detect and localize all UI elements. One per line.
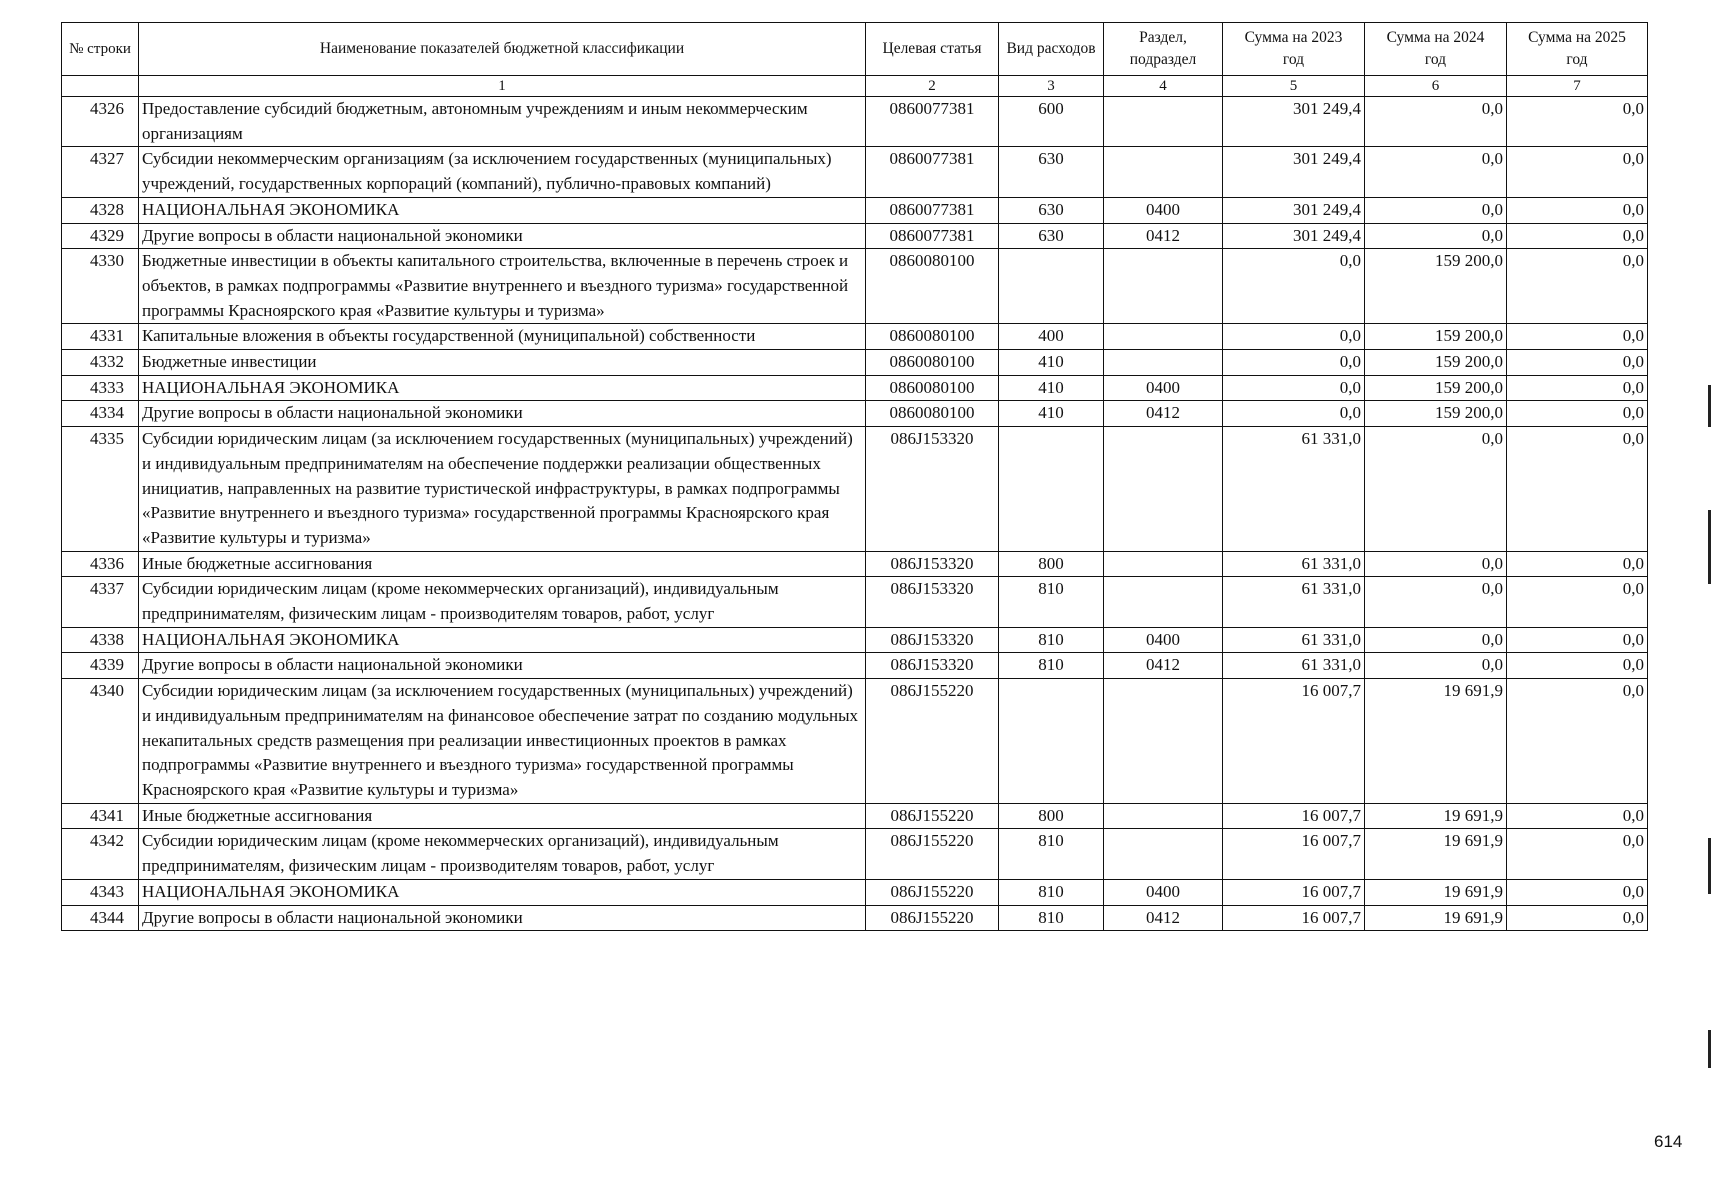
section-code-cell xyxy=(1104,97,1223,147)
table-row xyxy=(62,627,1648,653)
header-target-article: Целевая статья xyxy=(866,23,999,76)
sum-2025-cell: 0,0 xyxy=(1507,401,1648,427)
sum-2024-cell: 0,0 xyxy=(1365,653,1507,679)
target-article-cell: 086J153320 xyxy=(866,577,999,627)
row-number-cell: 4339 xyxy=(62,653,139,679)
indicator-name-cell: НАЦИОНАЛЬНАЯ ЭКОНОМИКА xyxy=(139,627,866,653)
target-article-cell: 0860080100 xyxy=(866,350,999,376)
expense-type-cell: 400 xyxy=(999,324,1104,350)
indicator-name-cell: Иные бюджетные ассигнования xyxy=(139,551,866,577)
row-number-cell: 4335 xyxy=(62,427,139,552)
sum-2025-cell: 0,0 xyxy=(1507,350,1648,376)
row-number-cell: 4330 xyxy=(62,249,139,324)
sum-2023-cell: 16 007,7 xyxy=(1223,803,1365,829)
sum-2024-cell: 0,0 xyxy=(1365,427,1507,552)
section-code-cell xyxy=(1104,679,1223,804)
sum-2024-cell: 159 200,0 xyxy=(1365,401,1507,427)
indicator-name-cell: Капитальные вложения в объекты государственной (муниципальной) собственности xyxy=(139,324,866,350)
sum-2023-cell: 0,0 xyxy=(1223,249,1365,324)
row-number-cell: 4337 xyxy=(62,577,139,627)
section-code-cell: 0412 xyxy=(1104,905,1223,931)
table-row xyxy=(62,401,1648,427)
header-sum-2025: Сумма на 2025 год xyxy=(1507,23,1648,76)
sum-2024-cell: 159 200,0 xyxy=(1365,249,1507,324)
indicator-name-cell: Субсидии юридическим лицам (за исключением государственных (муниципальных) учреждений) и индивидуальным предпринимателям на обеспечение поддержки реализации общественных инициатив, направленных на развитие туристической инфраструктуры, в рамках подпрограммы «Развитие внутреннего и въездного туризма» государственной программы Красноярского края «Развитие культуры и туризма» xyxy=(139,427,866,552)
row-number-cell: 4338 xyxy=(62,627,139,653)
sum-2023-cell: 0,0 xyxy=(1223,375,1365,401)
row-number-cell: 4332 xyxy=(62,350,139,376)
sum-2025-cell: 0,0 xyxy=(1507,197,1648,223)
column-number: 2 xyxy=(866,76,999,97)
column-number: 4 xyxy=(1104,76,1223,97)
target-article-cell: 0860077381 xyxy=(866,197,999,223)
sum-2025-cell: 0,0 xyxy=(1507,427,1648,552)
sum-2023-cell: 301 249,4 xyxy=(1223,223,1365,249)
section-code-cell xyxy=(1104,249,1223,324)
sum-2025-cell: 0,0 xyxy=(1507,375,1648,401)
sum-2025-cell: 0,0 xyxy=(1507,97,1648,147)
indicator-name-cell: Другие вопросы в области национальной экономики xyxy=(139,653,866,679)
section-code-cell xyxy=(1104,551,1223,577)
indicator-name-cell: Субсидии юридическим лицам (за исключением государственных (муниципальных) учреждений) и индивидуальным предпринимателям на финансовое обеспечение затрат по созданию модульных некапитальных средств размещения при реализации инвестиционных проектов в рамках подпрограммы «Развитие внутреннего и въездного туризма» государственной программы Красноярского края «Развитие культуры и туризма» xyxy=(139,679,866,804)
indicator-name-cell: НАЦИОНАЛЬНАЯ ЭКОНОМИКА xyxy=(139,197,866,223)
table-row xyxy=(62,375,1648,401)
table-row xyxy=(62,653,1648,679)
sum-2025-cell: 0,0 xyxy=(1507,829,1648,879)
expense-type-cell: 810 xyxy=(999,829,1104,879)
sum-2023-cell: 61 331,0 xyxy=(1223,627,1365,653)
sum-2024-cell: 19 691,9 xyxy=(1365,679,1507,804)
row-number-cell: 4343 xyxy=(62,879,139,905)
section-code-cell: 0400 xyxy=(1104,197,1223,223)
scan-edge-mark xyxy=(1708,1030,1711,1068)
sum-2023-cell: 61 331,0 xyxy=(1223,427,1365,552)
target-article-cell: 0860077381 xyxy=(866,223,999,249)
expense-type-cell: 810 xyxy=(999,905,1104,931)
column-number: 5 xyxy=(1223,76,1365,97)
indicator-name-cell: Другие вопросы в области национальной экономики xyxy=(139,223,866,249)
expense-type-cell: 630 xyxy=(999,223,1104,249)
sum-2023-cell: 0,0 xyxy=(1223,401,1365,427)
row-number-cell: 4344 xyxy=(62,905,139,931)
sum-2024-cell: 19 691,9 xyxy=(1365,803,1507,829)
sum-2025-cell: 0,0 xyxy=(1507,577,1648,627)
table-body xyxy=(62,97,1648,931)
column-number: 7 xyxy=(1507,76,1648,97)
expense-type-cell: 600 xyxy=(999,97,1104,147)
table-row xyxy=(62,350,1648,376)
sum-2023-cell: 16 007,7 xyxy=(1223,879,1365,905)
sum-2024-cell: 159 200,0 xyxy=(1365,324,1507,350)
sum-2023-cell: 61 331,0 xyxy=(1223,653,1365,679)
table-row xyxy=(62,829,1648,879)
indicator-name-cell: Субсидии юридическим лицам (кроме некоммерческих организаций), индивидуальным предпринимателям, физическим лицам - производителям товаров, работ, услуг xyxy=(139,829,866,879)
sum-2023-cell: 16 007,7 xyxy=(1223,679,1365,804)
row-number-cell: 4328 xyxy=(62,197,139,223)
target-article-cell: 086J155220 xyxy=(866,905,999,931)
sum-2024-cell: 159 200,0 xyxy=(1365,350,1507,376)
sum-2023-cell: 61 331,0 xyxy=(1223,551,1365,577)
header-indicator-name: Наименование показателей бюджетной классификации xyxy=(139,23,866,76)
header-section: Раздел, подраздел xyxy=(1104,23,1223,76)
header-row-number: № строки xyxy=(62,23,139,76)
section-code-cell xyxy=(1104,829,1223,879)
column-number xyxy=(62,76,139,97)
sum-2025-cell: 0,0 xyxy=(1507,324,1648,350)
indicator-name-cell: Другие вопросы в области национальной экономики xyxy=(139,905,866,931)
expense-type-cell: 800 xyxy=(999,551,1104,577)
row-number-cell: 4334 xyxy=(62,401,139,427)
sum-2023-cell: 16 007,7 xyxy=(1223,829,1365,879)
target-article-cell: 086J153320 xyxy=(866,653,999,679)
section-code-cell: 0412 xyxy=(1104,401,1223,427)
section-code-cell xyxy=(1104,577,1223,627)
indicator-name-cell: Субсидии некоммерческим организациям (за исключением государственных (муниципальных) учреждений, государственных корпораций (компаний), публично-правовых компаний) xyxy=(139,147,866,197)
row-number-cell: 4333 xyxy=(62,375,139,401)
target-article-cell: 0860080100 xyxy=(866,375,999,401)
header-expense-type: Вид расходов xyxy=(999,23,1104,76)
sum-2024-cell: 0,0 xyxy=(1365,197,1507,223)
section-code-cell xyxy=(1104,324,1223,350)
table-row xyxy=(62,97,1648,147)
sum-2024-cell: 0,0 xyxy=(1365,627,1507,653)
row-number-cell: 4327 xyxy=(62,147,139,197)
sum-2023-cell: 16 007,7 xyxy=(1223,905,1365,931)
target-article-cell: 086J155220 xyxy=(866,803,999,829)
indicator-name-cell: НАЦИОНАЛЬНАЯ ЭКОНОМИКА xyxy=(139,375,866,401)
sum-2024-cell: 19 691,9 xyxy=(1365,879,1507,905)
sum-2025-cell: 0,0 xyxy=(1507,223,1648,249)
expense-type-cell xyxy=(999,427,1104,552)
expense-type-cell: 810 xyxy=(999,879,1104,905)
expense-type-cell: 800 xyxy=(999,803,1104,829)
sum-2025-cell: 0,0 xyxy=(1507,653,1648,679)
scan-edge-mark xyxy=(1708,838,1711,894)
table-row xyxy=(62,324,1648,350)
target-article-cell: 086J153320 xyxy=(866,427,999,552)
expense-type-cell xyxy=(999,249,1104,324)
scan-edge-mark xyxy=(1708,510,1711,584)
target-article-cell: 086J153320 xyxy=(866,551,999,577)
target-article-cell: 0860080100 xyxy=(866,324,999,350)
row-number-cell: 4329 xyxy=(62,223,139,249)
section-code-cell xyxy=(1104,427,1223,552)
sum-2023-cell: 0,0 xyxy=(1223,350,1365,376)
table-row xyxy=(62,679,1648,804)
sum-2023-cell: 0,0 xyxy=(1223,324,1365,350)
target-article-cell: 0860077381 xyxy=(866,97,999,147)
indicator-name-cell: Другие вопросы в области национальной экономики xyxy=(139,401,866,427)
expense-type-cell: 410 xyxy=(999,401,1104,427)
header-sum-2024: Сумма на 2024 год xyxy=(1365,23,1507,76)
target-article-cell: 086J155220 xyxy=(866,829,999,879)
row-number-cell: 4340 xyxy=(62,679,139,804)
sum-2025-cell: 0,0 xyxy=(1507,679,1648,804)
sum-2024-cell: 0,0 xyxy=(1365,147,1507,197)
expense-type-cell: 810 xyxy=(999,577,1104,627)
sum-2024-cell: 0,0 xyxy=(1365,577,1507,627)
indicator-name-cell: Бюджетные инвестиции xyxy=(139,350,866,376)
sum-2025-cell: 0,0 xyxy=(1507,803,1648,829)
sum-2025-cell: 0,0 xyxy=(1507,905,1648,931)
table-row xyxy=(62,249,1648,324)
sum-2025-cell: 0,0 xyxy=(1507,147,1648,197)
row-number-cell: 4341 xyxy=(62,803,139,829)
budget-table xyxy=(61,22,1648,931)
row-number-cell: 4331 xyxy=(62,324,139,350)
section-code-cell xyxy=(1104,147,1223,197)
expense-type-cell: 630 xyxy=(999,147,1104,197)
page-number: 614 xyxy=(1654,1132,1683,1151)
indicator-name-cell: Субсидии юридическим лицам (кроме некоммерческих организаций), индивидуальным предпринимателям, физическим лицам - производителям товаров, работ, услуг xyxy=(139,577,866,627)
expense-type-cell: 630 xyxy=(999,197,1104,223)
table-row xyxy=(62,577,1648,627)
row-number-cell: 4342 xyxy=(62,829,139,879)
column-number-row xyxy=(62,76,1648,97)
target-article-cell: 0860077381 xyxy=(866,147,999,197)
section-code-cell: 0412 xyxy=(1104,223,1223,249)
table-row xyxy=(62,147,1648,197)
expense-type-cell xyxy=(999,679,1104,804)
sum-2023-cell: 301 249,4 xyxy=(1223,197,1365,223)
expense-type-cell: 410 xyxy=(999,375,1104,401)
indicator-name-cell: Бюджетные инвестиции в объекты капитального строительства, включенные в перечень строек и объектов, в рамках подпрограммы «Развитие внутреннего и въездного туризма» государственной программы Красноярского края «Развитие культуры и туризма» xyxy=(139,249,866,324)
header-row xyxy=(62,23,1648,76)
sum-2025-cell: 0,0 xyxy=(1507,627,1648,653)
sum-2025-cell: 0,0 xyxy=(1507,879,1648,905)
expense-type-cell: 810 xyxy=(999,627,1104,653)
target-article-cell: 0860080100 xyxy=(866,249,999,324)
sum-2024-cell: 159 200,0 xyxy=(1365,375,1507,401)
section-code-cell: 0400 xyxy=(1104,879,1223,905)
section-code-cell xyxy=(1104,350,1223,376)
column-number: 6 xyxy=(1365,76,1507,97)
sum-2025-cell: 0,0 xyxy=(1507,249,1648,324)
section-code-cell: 0400 xyxy=(1104,627,1223,653)
sum-2023-cell: 301 249,4 xyxy=(1223,147,1365,197)
target-article-cell: 086J155220 xyxy=(866,879,999,905)
sum-2024-cell: 0,0 xyxy=(1365,97,1507,147)
target-article-cell: 086J155220 xyxy=(866,679,999,804)
sum-2024-cell: 0,0 xyxy=(1365,223,1507,249)
indicator-name-cell: НАЦИОНАЛЬНАЯ ЭКОНОМИКА xyxy=(139,879,866,905)
table-row xyxy=(62,905,1648,931)
sum-2024-cell: 0,0 xyxy=(1365,551,1507,577)
target-article-cell: 086J153320 xyxy=(866,627,999,653)
table-row xyxy=(62,197,1648,223)
indicator-name-cell: Предоставление субсидий бюджетным, автономным учреждениям и иным некоммерческим организациям xyxy=(139,97,866,147)
section-code-cell: 0400 xyxy=(1104,375,1223,401)
sum-2023-cell: 61 331,0 xyxy=(1223,577,1365,627)
section-code-cell: 0412 xyxy=(1104,653,1223,679)
table-row xyxy=(62,879,1648,905)
indicator-name-cell: Иные бюджетные ассигнования xyxy=(139,803,866,829)
column-number: 1 xyxy=(139,76,866,97)
column-number: 3 xyxy=(999,76,1104,97)
sum-2024-cell: 19 691,9 xyxy=(1365,829,1507,879)
expense-type-cell: 810 xyxy=(999,653,1104,679)
table-row xyxy=(62,223,1648,249)
sum-2024-cell: 19 691,9 xyxy=(1365,905,1507,931)
target-article-cell: 0860080100 xyxy=(866,401,999,427)
sum-2025-cell: 0,0 xyxy=(1507,551,1648,577)
table-row xyxy=(62,427,1648,552)
table-row xyxy=(62,551,1648,577)
section-code-cell xyxy=(1104,803,1223,829)
expense-type-cell: 410 xyxy=(999,350,1104,376)
header-sum-2023: Сумма на 2023 год xyxy=(1223,23,1365,76)
row-number-cell: 4336 xyxy=(62,551,139,577)
row-number-cell: 4326 xyxy=(62,97,139,147)
sum-2023-cell: 301 249,4 xyxy=(1223,97,1365,147)
scan-edge-mark xyxy=(1708,385,1711,427)
table-row xyxy=(62,803,1648,829)
